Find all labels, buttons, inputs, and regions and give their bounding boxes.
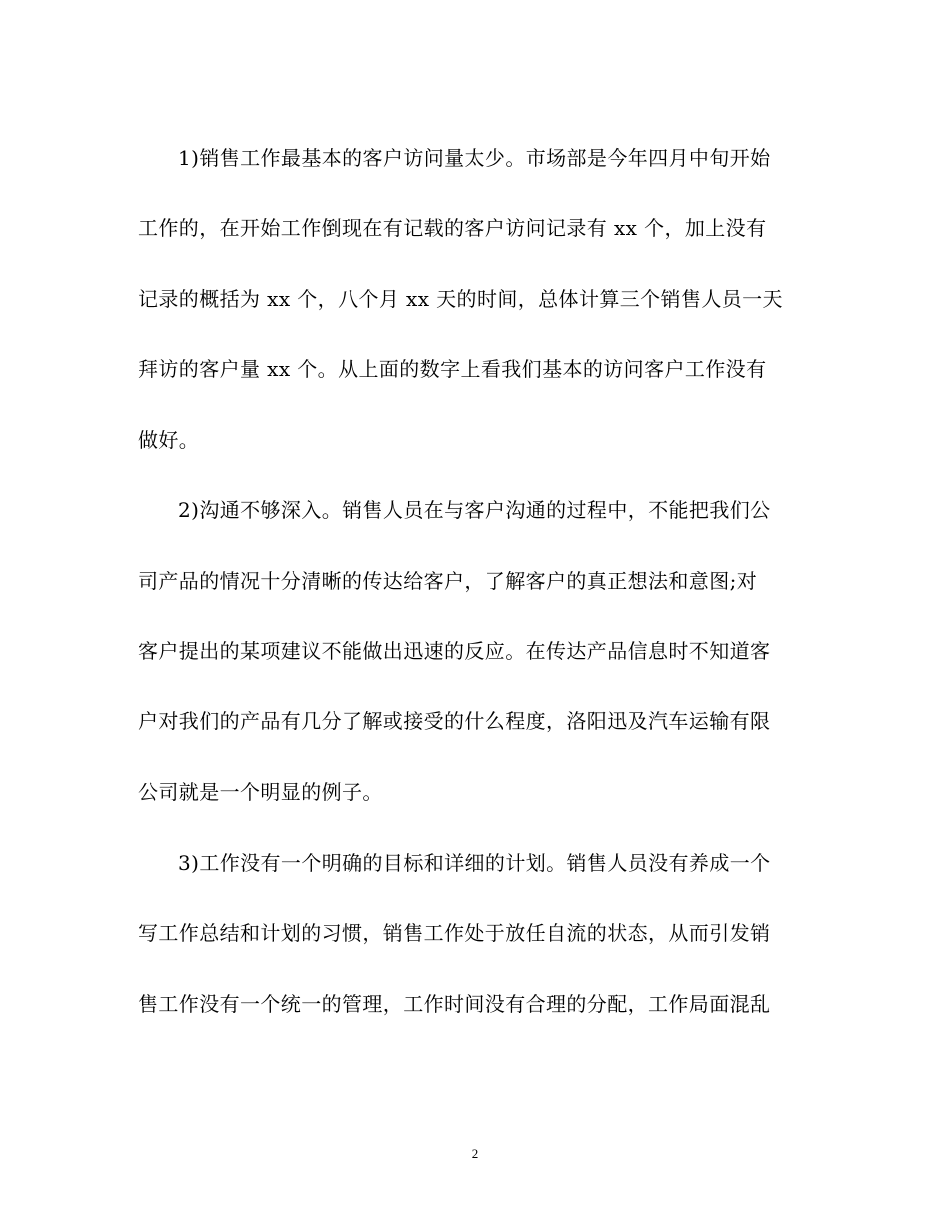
- paragraph-2-line-2: 司产品的情况十分清晰的传达给客户，了解客户的真正想法和意图;对: [138, 569, 758, 593]
- paragraph-1-line-1: 1)销售工作最基本的客户访问量太少。市场部是今年四月中旬开始: [178, 146, 771, 170]
- paragraph-2-line-3: 客户提出的某项建议不能做出迅速的反应。在传达产品信息时不知道客: [138, 639, 771, 663]
- paragraph-2-line-1: 2)沟通不够深入。销售人员在与客户沟通的过程中，不能把我们公: [178, 498, 771, 522]
- paragraph-2-line-4: 户对我们的产品有几分了解或接受的什么程度，洛阳迅及汽车运输有限: [138, 709, 771, 733]
- paragraph-3-line-2: 写工作总结和计划的习惯，销售工作处于放任自流的状态，从而引发销: [138, 921, 771, 945]
- paragraph-1-line-4: 拜访的客户量 xx 个。从上面的数字上看我们基本的访问客户工作没有: [138, 357, 767, 381]
- paragraph-1-line-5: 做好。: [138, 428, 200, 452]
- paragraph-3-line-3: 售工作没有一个统一的管理，工作时间没有合理的分配，工作局面混乱: [138, 992, 771, 1016]
- paragraph-1-line-2: 工作的，在开始工作倒现在有记载的客户访问记录有 xx 个，加上没有: [138, 216, 767, 240]
- paragraph-3-line-1: 3)工作没有一个明确的目标和详细的计划。销售人员没有养成一个: [178, 851, 771, 875]
- paragraph-2-line-5: 公司就是一个明显的例子。: [138, 780, 383, 804]
- page-number: 2: [471, 1146, 479, 1161]
- paragraph-1-line-3: 记录的概括为 xx 个，八个月 xx 天的时间，总体计算三个销售人员一天: [138, 287, 783, 311]
